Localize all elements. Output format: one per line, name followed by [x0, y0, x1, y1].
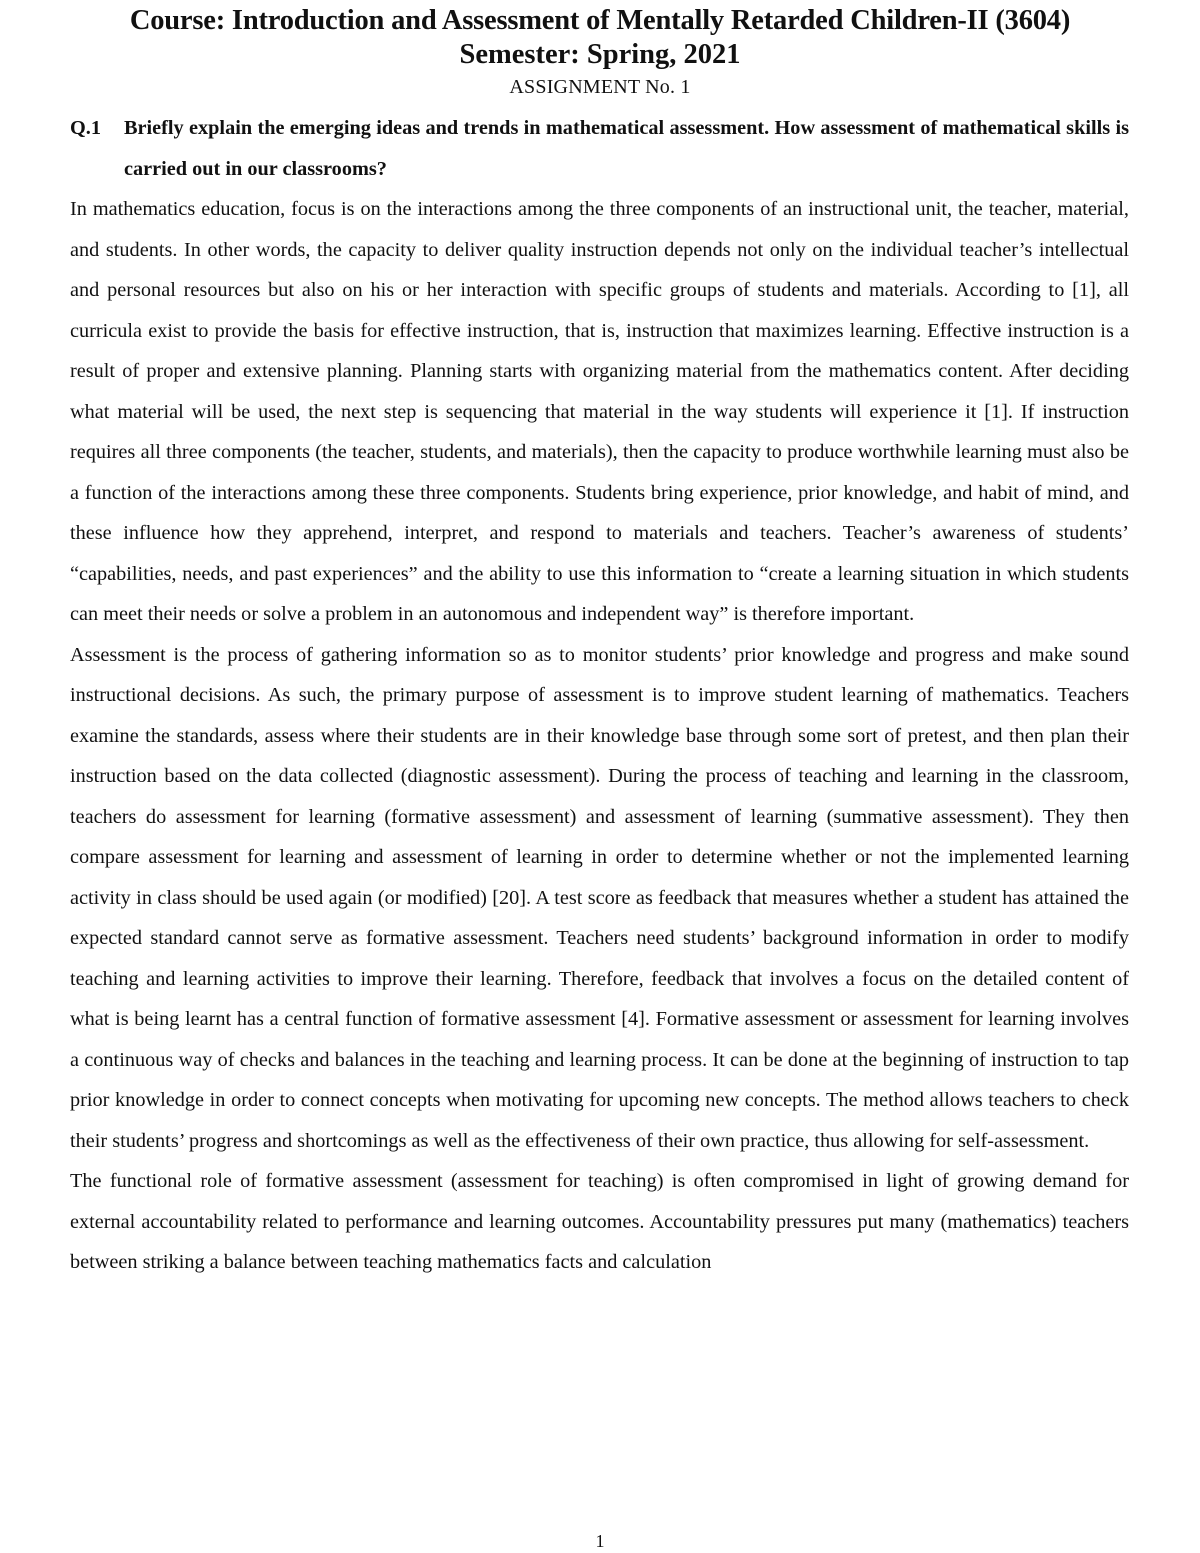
course-title: Course: Introduction and Assessment of Mentally Retarded Children-II (3604) — [129, 5, 1071, 36]
paragraph-2: Assessment is the process of gathering information so as to monitor students’ prior knowledge and progress and make sound instructional decisions. As such, the primary purpose of assessment is to improve student learning of mathematics. Teachers examine the standards, assess where their students are in their knowledge base through some sort of pretest, and then plan their instruction based on the data collected (diagnostic assessment). During the process of teaching and learning in the classroom, teachers do assessment for learning (formative assessment) and assessment of learning (summative assessment). They then compare assessment for learning and assessment of learning in order to determine whether or not the implemented learning activity in class should be used again (or modified) [20]. A test score as feedback that measures whether a student has attained the expected standard cannot serve as formative assessment. Teachers need students’ background information in order to modify teaching and learning activities to improve their learning. Therefore, feedback that involves a focus on the detailed content of what is being learnt has a central function of formative assessment [4]. Formative assessment or assessment for learning involves a continuous way of checks and balances in the teaching and learning process. It can be done at the beginning of instruction to tap prior knowledge in order to connect concepts when motivating for upcoming new concepts. The method allows teachers to check their students’ progress and shortcomings as well as the effectiveness of their own practice, thus allowing for self-assessment. — [70, 643, 1129, 1152]
paragraph-3: The functional role of formative assessment (assessment for teaching) is often compromised in light of growing demand for external accountability related to performance and learning outcomes. Accountability pressures put many (mathematics) teachers between striking a balance between teaching mathematics facts and calculation — [70, 1170, 1129, 1273]
document-header — [0, 4, 1200, 100]
paragraph-1: In mathematics education, focus is on the interactions among the three components of an instructional unit, the teacher, material, and students. In other words, the capacity to deliver quality instruction depends not only on the individual teacher’s intellectual and personal resources but also on his or her interaction with specific groups of students and materials. According to [1], all curricula exist to provide the basis for effective instruction, that is, instruction that maximizes learning. Effective instruction is a result of proper and extensive planning. Planning starts with organizing material from the mathematics content. After deciding what material will be used, the next step is sequencing that material in the way students will experience it [1]. If instruction requires all three components (the teacher, students, and materials), then the capacity to produce worthwhile learning must also be a function of the interactions among these three components. Students bring experience, prior knowledge, and habit of mind, and these influence how they apprehend, interpret, and respond to materials and teachers. Teacher’s awareness of students’ “capabilities, needs, and past experiences” and the ability to use this information to “create a learning situation in which students can meet their needs or solve a problem in an autonomous and independent way” is therefore important. — [70, 198, 1129, 625]
question-block — [70, 108, 1129, 189]
document-body — [70, 108, 1129, 1283]
semester-label: Semester: Spring, 2021 — [459, 39, 741, 70]
page-number: 1 — [595, 1531, 605, 1551]
question-text: Briefly explain the emerging ideas and trends in mathematical assessment. How assessment of mathematical skills is carried out in our classrooms? — [124, 117, 1129, 180]
question-number: Q.1 — [70, 117, 101, 139]
assignment-number: ASSIGNMENT No. 1 — [509, 76, 691, 98]
